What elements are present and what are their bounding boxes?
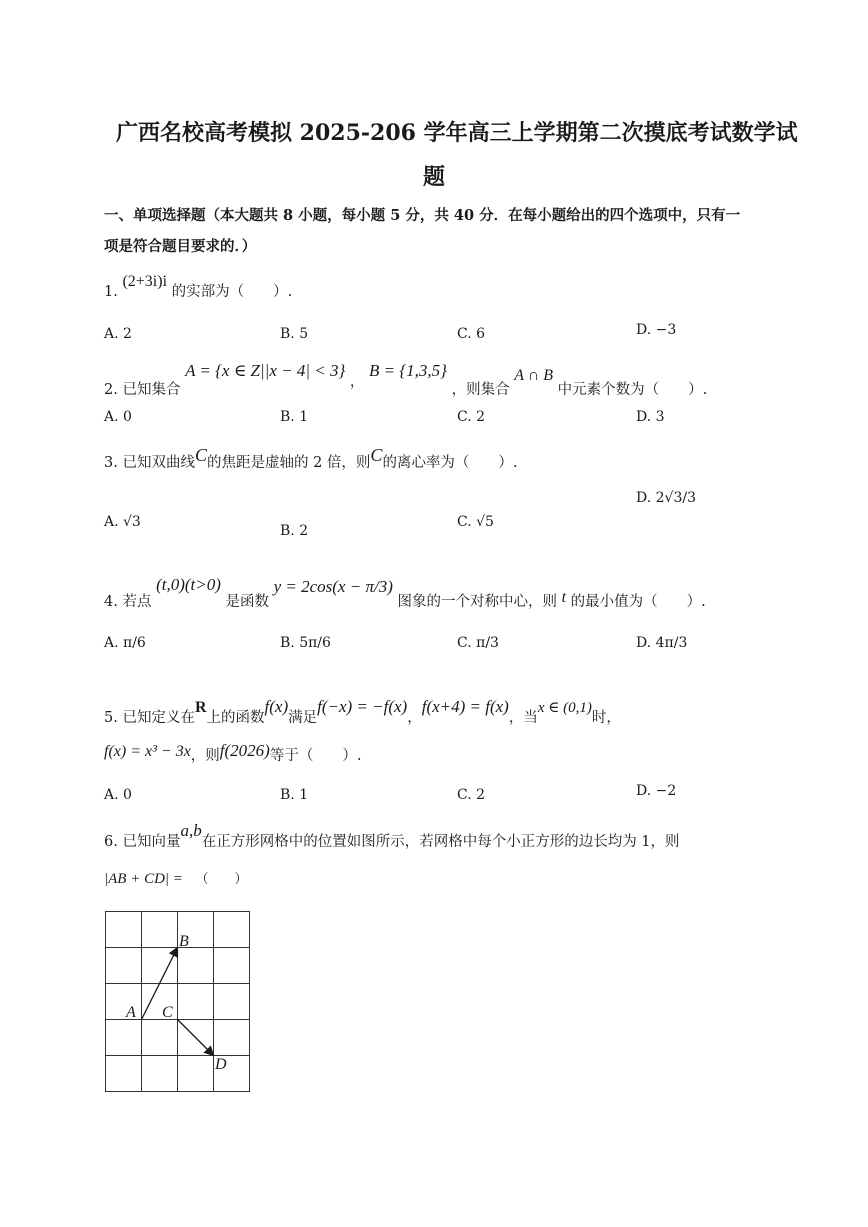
vector-cd-arrow xyxy=(178,1020,214,1056)
option-d: D. 2√3/3 xyxy=(636,490,696,506)
question-text: 的焦距是虚轴的 2 倍，则 xyxy=(206,455,371,471)
point-label-c: C xyxy=(162,1004,173,1021)
question-text: 的离心率为（ ）. xyxy=(382,455,518,471)
question-1 xyxy=(104,273,293,301)
option-b: B. 2 xyxy=(280,523,309,539)
page-title-line1: 广西名校高考模拟 2025-206 学年高三上学期第二次摸底考试数学试 xyxy=(116,120,798,146)
variable-t: t xyxy=(561,589,567,606)
question-text: 2. 已知集合 xyxy=(104,382,181,398)
option-a: A. π/6 xyxy=(104,635,146,651)
separator: ， xyxy=(349,374,365,390)
set-a-expression: A = {x ∈ Z||x − 4| < 3} xyxy=(185,361,346,380)
question-text: 3. 已知双曲线 xyxy=(104,455,195,471)
vector-sum-expression: |AB + CD| = xyxy=(104,871,183,887)
domain-expression: x ∈ (0,1) xyxy=(537,700,592,716)
period-condition: f(x+4) = f(x) xyxy=(421,697,509,716)
section-heading-line1: 一、单项选择题（本大题共 8 小题，每小题 5 分，共 40 分．在每小题给出的四个选项中，只有一 xyxy=(104,207,741,224)
function-fx: f(x) xyxy=(264,697,289,716)
option-c: C. π/3 xyxy=(457,635,499,651)
curve-c: C xyxy=(194,445,207,465)
question-text: 在正方形网格中的位置如图所示，若网格中每个小正方形的边长均为 1，则 xyxy=(201,834,680,850)
question-text: 图象的一个对称中心，则 xyxy=(397,594,557,610)
option-d: D. 4π/3 xyxy=(636,635,688,651)
set-b-expression: B = {1,3,5} xyxy=(369,361,447,380)
question-text: 满足 xyxy=(288,710,318,726)
function-expression: y = 2cos(x − π/3) xyxy=(273,577,393,596)
option-c: C. √5 xyxy=(457,514,494,530)
target-expression: f(2026) xyxy=(219,741,270,760)
definition-expression: f(x) = x³ − 3x xyxy=(104,743,191,760)
intersection-expression: A ∩ B xyxy=(514,367,554,384)
question-4 xyxy=(104,560,706,610)
option-b: B. 5 xyxy=(280,326,309,342)
option-a: A. 0 xyxy=(104,409,132,425)
option-a xyxy=(104,514,141,530)
question-text: 的最小值为（ ）. xyxy=(570,594,706,610)
question-6 xyxy=(104,820,680,850)
question-text: 等于（ ）. xyxy=(269,748,362,764)
option-a: A. 2 xyxy=(104,326,132,342)
answer-parentheses: （ ） xyxy=(195,872,248,887)
option-b: B. 1 xyxy=(280,409,309,425)
section-heading-line2: 项是符合题目要求的．） xyxy=(104,238,257,255)
grid-lines xyxy=(106,912,250,1092)
page-title-line2: 题 xyxy=(423,164,446,190)
option-a: A. 0 xyxy=(104,787,132,803)
point-label-d: D xyxy=(215,1056,227,1073)
question-text: 5. 已知定义在 xyxy=(104,710,195,726)
question-text: 是函数 xyxy=(225,594,269,610)
vector-grid-figure xyxy=(100,906,260,1096)
question-5 xyxy=(104,696,621,726)
question-text: 4. 若点 xyxy=(104,594,152,610)
option-c: C. 6 xyxy=(457,326,486,342)
reals-symbol: R xyxy=(194,699,207,716)
question-5-line2 xyxy=(104,740,362,764)
odd-condition: f(−x) = −f(x) xyxy=(317,697,408,716)
option-b: B. 1 xyxy=(280,787,309,803)
question-6-line2 xyxy=(104,868,248,888)
point-label-b: B xyxy=(179,933,189,950)
math-expression: (2+3i)i xyxy=(122,273,168,290)
question-2 xyxy=(104,360,708,398)
curve-c: C xyxy=(370,445,383,465)
point-label-a: A xyxy=(126,1004,136,1021)
question-text: ，则集合 xyxy=(451,382,510,398)
question-text: 中元素个数为（ ）. xyxy=(557,382,708,398)
question-text: 时， xyxy=(591,710,621,726)
question-text: ，则 xyxy=(190,748,220,764)
question-text: 6. 已知向量 xyxy=(104,834,181,850)
option-c: C. 2 xyxy=(457,787,486,803)
question-3 xyxy=(104,445,518,471)
option-text: A. √3 xyxy=(104,514,141,530)
question-number: 1. xyxy=(104,284,118,300)
option-d: D. −3 xyxy=(636,322,677,338)
option-d: D. −2 xyxy=(636,783,677,799)
separator: ， xyxy=(407,710,422,726)
question-text: ，当 xyxy=(508,710,538,726)
question-text: 上的函数 xyxy=(206,710,265,726)
option-c: C. 2 xyxy=(457,409,486,425)
vector-symbols: a,b xyxy=(180,821,202,840)
option-d: D. 3 xyxy=(636,409,665,425)
point-expression: (t,0)(t>0) xyxy=(156,575,221,594)
question-text: 的实部为（ ）. xyxy=(171,284,293,300)
option-b: B. 5π/6 xyxy=(280,635,331,651)
